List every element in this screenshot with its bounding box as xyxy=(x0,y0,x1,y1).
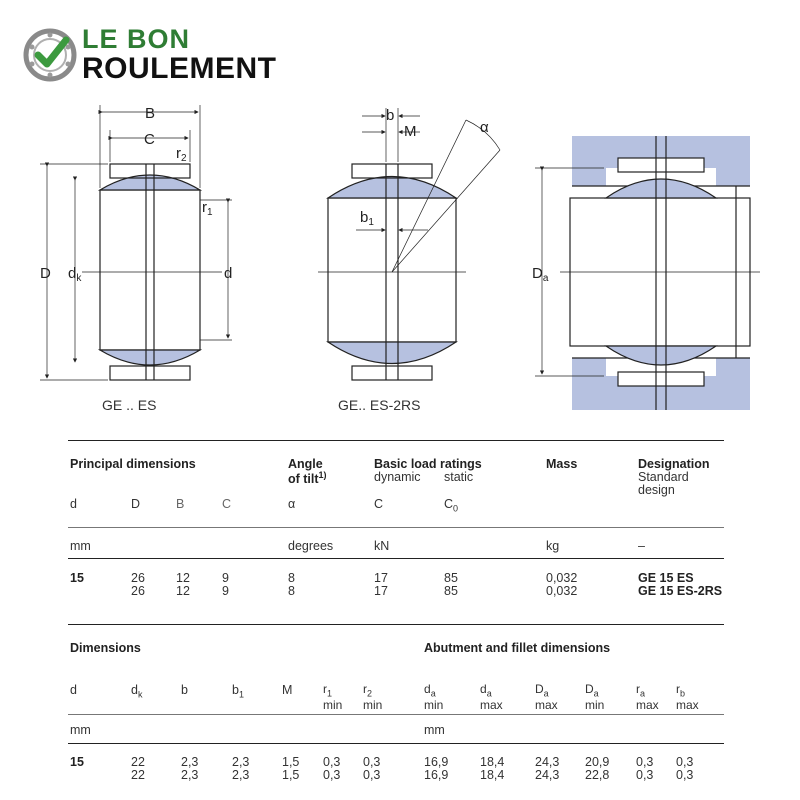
sym-D: D xyxy=(131,497,141,511)
cell-b: 2,3 xyxy=(181,768,199,782)
unit-mm-abutment: mm xyxy=(424,723,445,737)
cell-mass: 0,032 xyxy=(546,584,578,598)
cell-Cdyn: 17 xyxy=(374,584,388,598)
cell-r2: 0,3 xyxy=(363,755,381,769)
label-r2: $r_2$ xyxy=(176,145,187,164)
cell-B: 12 xyxy=(176,584,190,598)
hdr-angle2: of tilt$^{1)}$ xyxy=(288,470,327,487)
sym-Da-max: $D_a$ max xyxy=(535,682,558,713)
sym-Da-min: $D_a$ min xyxy=(585,682,605,713)
table2-rule-data xyxy=(68,743,724,744)
label-M: M xyxy=(404,123,417,140)
hdr-standard: Standard xyxy=(638,470,689,484)
sym-rb-max: $r_b$ max xyxy=(676,682,699,713)
hdr-dimensions: Dimensions xyxy=(70,641,141,655)
cell-C0: 85 xyxy=(444,571,458,585)
figure-ge-es-2rs xyxy=(318,108,500,380)
brand-name-line1: LE BON xyxy=(82,24,191,54)
hdr-principal: Principal dimensions xyxy=(70,457,196,471)
cell-designation: GE 15 ES-2RS xyxy=(638,584,723,598)
hdr-mass: Mass xyxy=(546,457,578,471)
label-b: b xyxy=(386,107,395,124)
cell-Da-min: 22,8 xyxy=(585,768,610,782)
cell-D: 26 xyxy=(131,584,145,598)
table2-top-rule xyxy=(68,624,724,625)
cell-rb: 0,3 xyxy=(676,768,694,782)
caption-ge-es-2rs: GE.. ES-2RS xyxy=(338,397,421,413)
sym-da-max: $d_a$ max xyxy=(480,682,503,713)
sym-dk: $d_k$ xyxy=(131,683,143,700)
caption-ge-es: GE .. ES xyxy=(102,397,157,413)
label-alpha: α xyxy=(480,119,489,136)
cell-C: 9 xyxy=(222,571,229,585)
cell-d: 15 xyxy=(70,755,84,769)
label-b1: $b_1$ xyxy=(360,209,374,228)
cell-b1: 2,3 xyxy=(232,768,250,782)
hdr-abutment: Abutment and fillet dimensions xyxy=(424,641,611,655)
bearing-drawings xyxy=(0,95,800,425)
unit-degrees: degrees xyxy=(288,539,334,553)
cell-dk: 22 xyxy=(131,768,145,782)
cell-da-min: 16,9 xyxy=(424,768,449,782)
hdr-static: static xyxy=(444,470,474,484)
sym-Cdyn: C xyxy=(374,497,384,511)
cell-r1: 0,3 xyxy=(323,768,341,782)
sym-d: d xyxy=(70,497,77,511)
sym-da-min: $d_a$ min xyxy=(424,682,444,713)
cell-r2: 0,3 xyxy=(363,768,381,782)
hdr-basic: Basic load ratings xyxy=(374,457,482,471)
sym-d: d xyxy=(70,683,77,697)
cell-da-min: 16,9 xyxy=(424,755,449,769)
cell-C: 9 xyxy=(222,584,229,598)
cell-C0: 85 xyxy=(444,584,458,598)
cell-r1: 0,3 xyxy=(323,755,341,769)
unit-kg: kg xyxy=(546,539,560,553)
hdr-dynamic: dynamic xyxy=(374,470,421,484)
cell-alpha: 8 xyxy=(288,584,295,598)
cell-M: 1,5 xyxy=(282,768,300,782)
hdr-design: design xyxy=(638,483,675,497)
label-Da: $D_a$ xyxy=(532,265,549,284)
figure-abutment xyxy=(535,136,760,410)
cell-da-max: 18,4 xyxy=(480,768,505,782)
cell-b1: 2,3 xyxy=(232,755,250,769)
sym-r1-min: $r_1$ min xyxy=(323,682,343,713)
cell-da-max: 18,4 xyxy=(480,755,505,769)
sym-b1: $b_1$ xyxy=(232,683,244,700)
cell-B: 12 xyxy=(176,571,190,585)
cell-d: 15 xyxy=(70,571,84,585)
cell-Da-min: 20,9 xyxy=(585,755,610,769)
brand-name-line2: ROULEMENT xyxy=(82,52,277,85)
cell-Cdyn: 17 xyxy=(374,571,388,585)
label-D: D xyxy=(40,265,51,282)
unit-mm: mm xyxy=(70,723,91,737)
hdr-designation: Designation xyxy=(638,457,710,471)
figure-ge-es xyxy=(40,105,232,380)
table1-rule-data xyxy=(68,558,724,559)
cell-designation: GE 15 ES xyxy=(638,571,694,585)
table1-top-rule xyxy=(68,440,724,441)
label-r1: $r_1$ xyxy=(202,199,213,218)
cell-mass: 0,032 xyxy=(546,571,578,585)
sym-alpha: α xyxy=(288,497,296,511)
unit-dash: – xyxy=(638,539,645,553)
label-d: d xyxy=(224,265,233,282)
cell-rb: 0,3 xyxy=(676,755,694,769)
cell-alpha: 8 xyxy=(288,571,295,585)
unit-mm: mm xyxy=(70,539,91,553)
cell-D: 26 xyxy=(131,571,145,585)
label-C: C xyxy=(144,131,155,148)
sym-M: M xyxy=(282,683,293,697)
unit-kN: kN xyxy=(374,539,390,553)
cell-b: 2,3 xyxy=(181,755,199,769)
cell-ra: 0,3 xyxy=(636,768,654,782)
sym-C0: $C_0$ xyxy=(444,497,459,514)
cell-Da-max: 24,3 xyxy=(535,755,560,769)
table1-rule-units xyxy=(68,527,724,528)
label-B: B xyxy=(145,105,156,122)
hdr-angle: Angle xyxy=(288,457,323,471)
cell-Da-max: 24,3 xyxy=(535,768,560,782)
sym-b: b xyxy=(181,683,188,697)
table2-rule-units xyxy=(68,714,724,715)
cell-M: 1,5 xyxy=(282,755,300,769)
bearing-check-icon xyxy=(26,31,74,79)
sym-r2-min: $r_2$ min xyxy=(363,682,383,713)
label-dk: $d_k$ xyxy=(68,265,82,284)
sym-B: B xyxy=(176,497,185,511)
cell-ra: 0,3 xyxy=(636,755,654,769)
cell-dk: 22 xyxy=(131,755,145,769)
sym-ra-max: $r_a$ max xyxy=(636,682,659,713)
sym-C: C xyxy=(222,497,232,511)
